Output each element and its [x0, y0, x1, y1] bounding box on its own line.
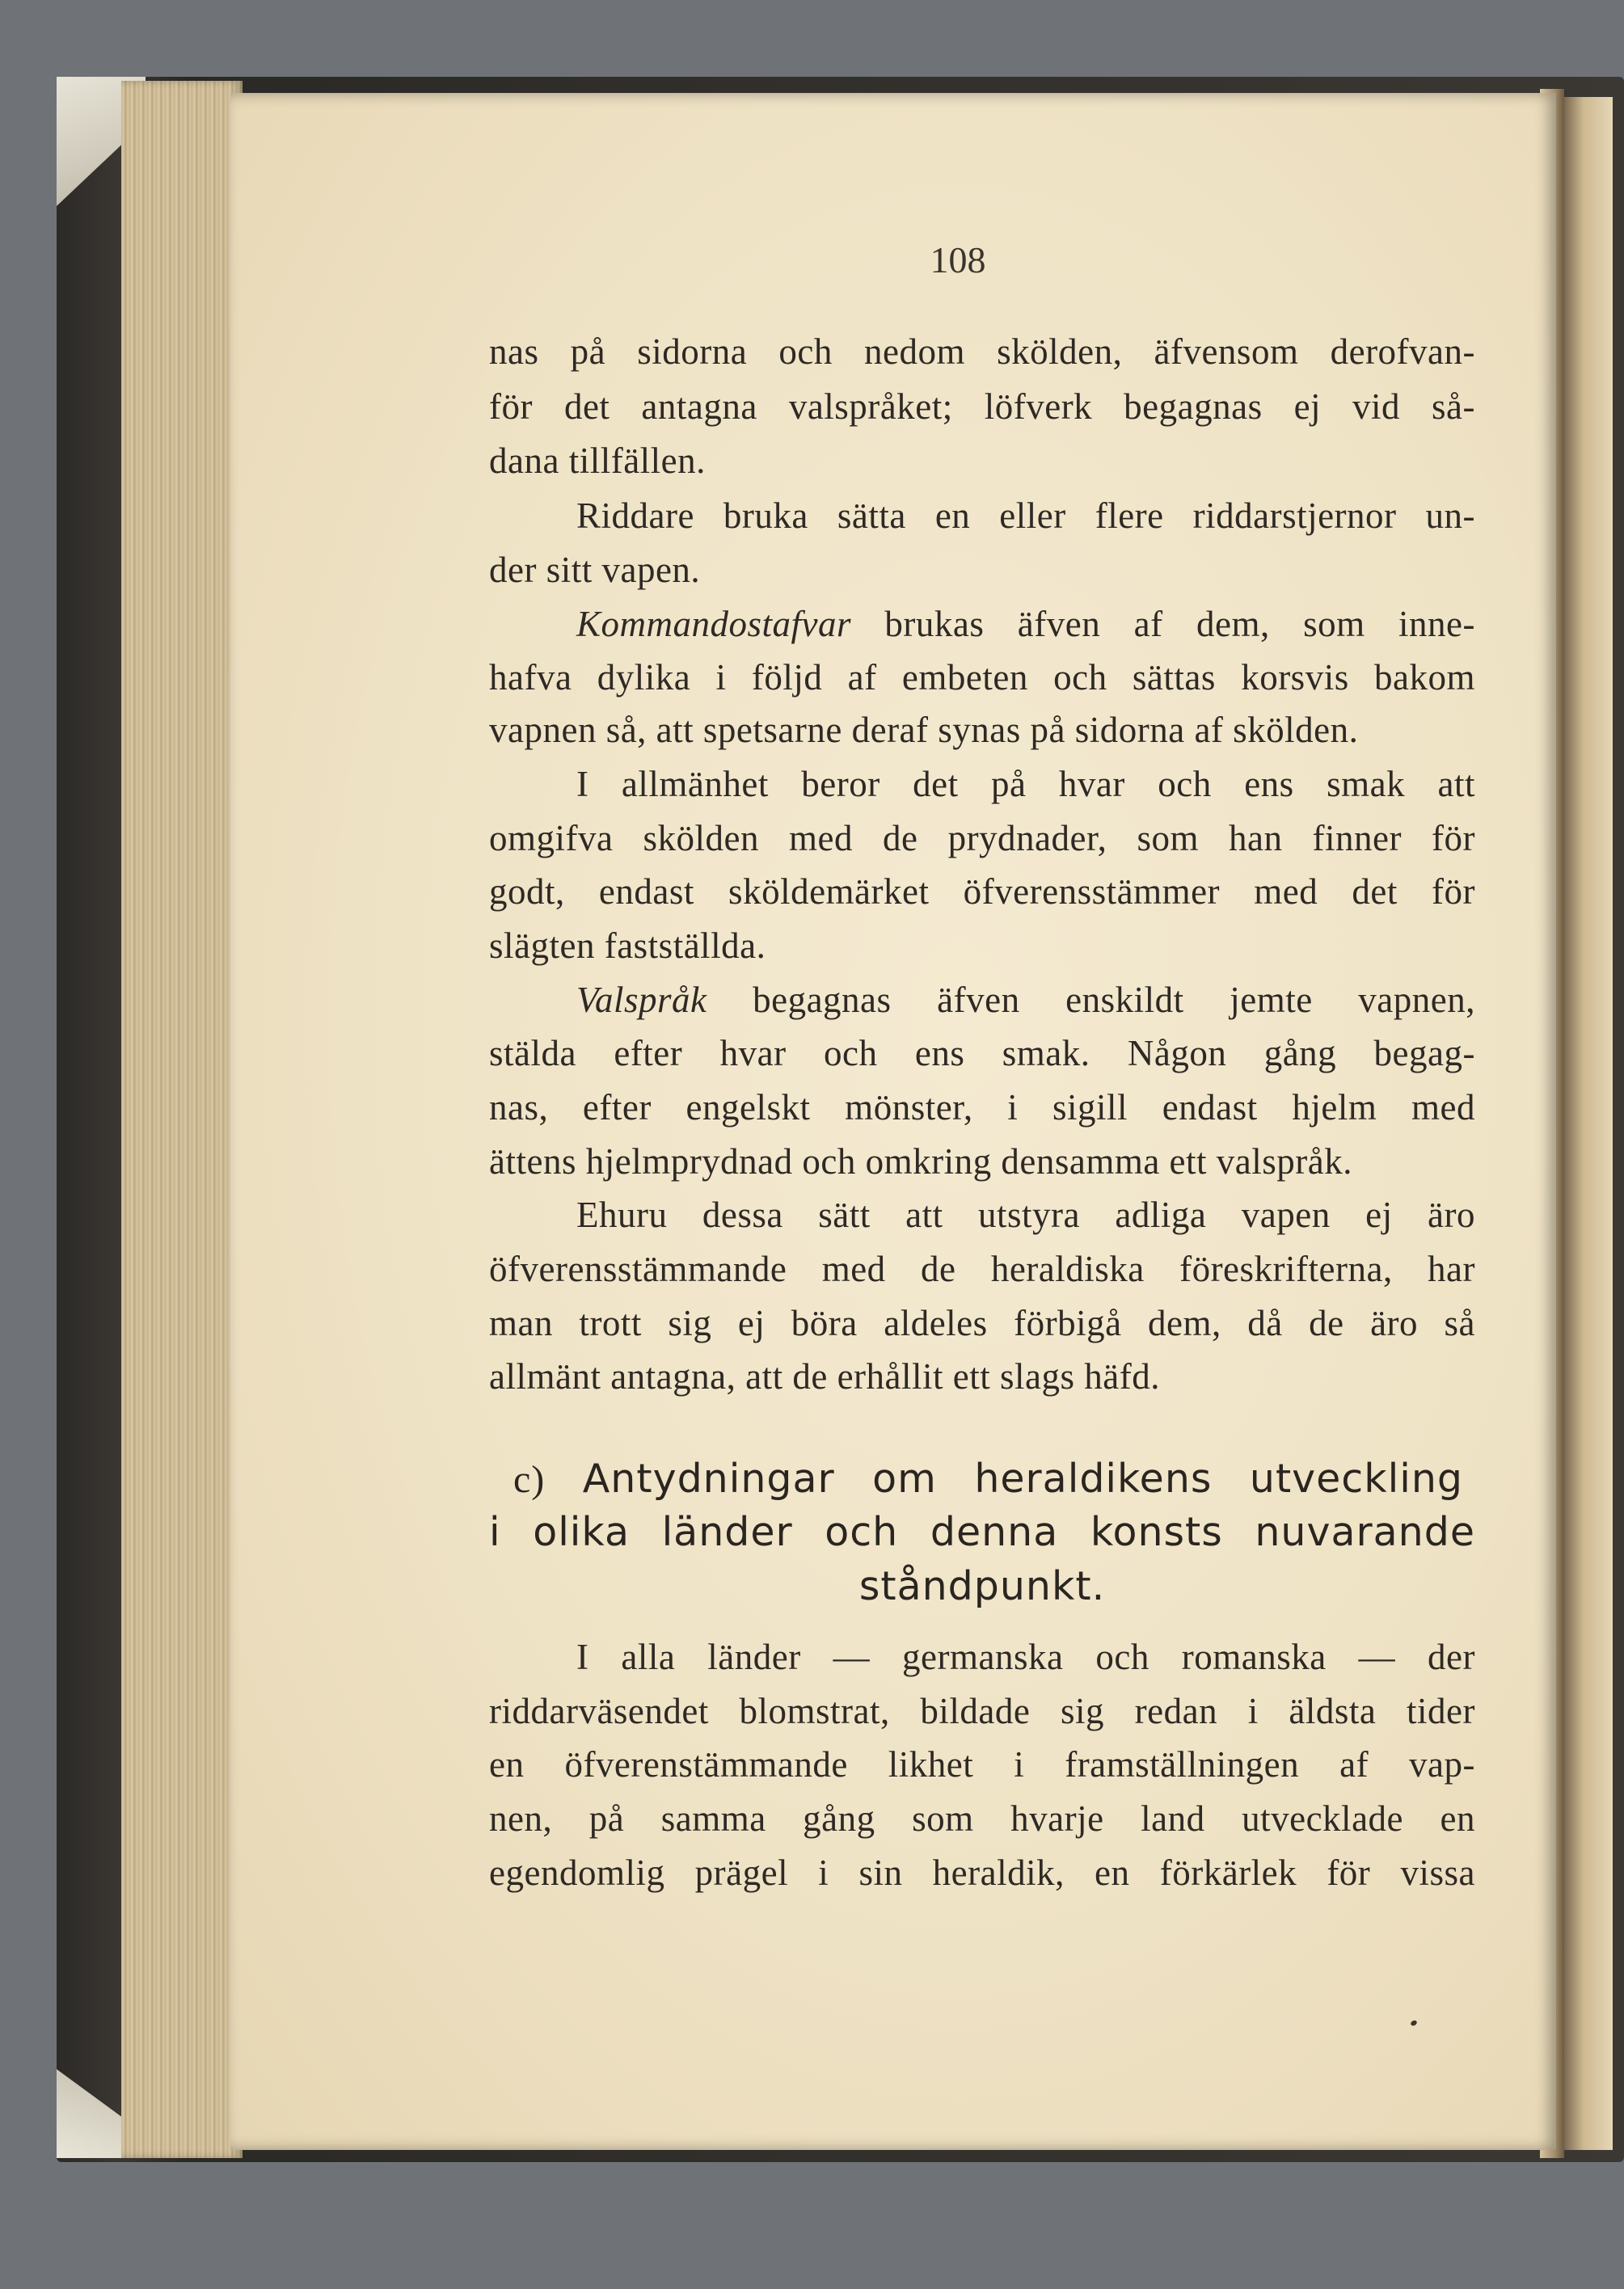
text-line: ättens hjelmprydnad och omkring densamma ett valspråk. [489, 1141, 1352, 1182]
text-line: en öfverenstämmande likhet i framställningen af vap- [489, 1744, 1475, 1785]
section-heading-line: ståndpunkt. [858, 1563, 1106, 1609]
text-line: hafva dylika i följd af embeten och sättas korsvis bakom [489, 657, 1475, 698]
section-heading-line: i olika länder och denna konsts nuvarande [489, 1509, 1475, 1555]
text-line: dana tillfällen. [489, 441, 706, 481]
section-heading-line [513, 1452, 1463, 1507]
text-line: nen, på samma gång som hvarje land utvecklade en [489, 1798, 1475, 1839]
text-line: stälda efter hvar och ens smak. Någon gång begag- [489, 1033, 1475, 1073]
page-number: 108 [930, 239, 986, 280]
facing-page-edge [1564, 97, 1613, 2150]
text-line: nas, efter engelskt mönster, i sigill endast hjelm med [489, 1087, 1475, 1128]
heading-text: Antydningar om heraldikens utveckling [582, 1456, 1463, 1502]
text-line: Ehuru dessa sätt att utstyra adliga vapen ej äro [576, 1195, 1475, 1235]
text-line: öfverensstämmande med de heraldiska föreskrifterna, har [489, 1249, 1475, 1289]
text-line: I alla länder — germanska och romanska — der [576, 1637, 1475, 1677]
text-line: man trott sig ej böra aldeles förbigå dem, då de äro så [489, 1303, 1475, 1343]
text-line: slägten fastställda. [489, 925, 766, 966]
text-line: nas på sidorna och nedom skölden, äfvensom derofvan- [489, 331, 1475, 372]
text-run: begagnas äfven enskildt jemte vapnen, [753, 980, 1476, 1020]
text-run: brukas äfven af dem, som inne- [884, 604, 1476, 644]
italic-term: Valspråk [576, 980, 707, 1020]
text-line: godt, endast sköldemärket öfverensstämmer med det för [489, 871, 1475, 912]
italic-term: Kommandostafvar [576, 604, 852, 644]
text-line [576, 976, 1475, 1024]
text-line: för det antagna valspråket; löfverk begagnas ej vid så- [489, 386, 1475, 427]
page-edges [121, 81, 243, 2158]
text-line: omgifva skölden med de prydnader, som han finner för [489, 818, 1475, 858]
text-line: der sitt vapen. [489, 550, 701, 590]
text-line [576, 600, 1475, 648]
text-line: egendomlig prägel i sin heraldik, en förkärlek för vissa [489, 1853, 1475, 1893]
section-prefix: c) [513, 1458, 546, 1501]
text-line: riddarväsendet blomstrat, bildade sig redan i äldsta tider [489, 1691, 1475, 1731]
text-line: Riddare bruka sätta en eller flere riddarstjernor un- [576, 495, 1475, 536]
text-line: I allmänhet beror det på hvar och ens smak att [576, 764, 1475, 804]
text-line: allmänt antagna, att de erhållit ett slags häfd. [489, 1356, 1160, 1397]
text-line: vapnen så, att spetsarne deraf synas på sidorna af skölden. [489, 710, 1359, 750]
